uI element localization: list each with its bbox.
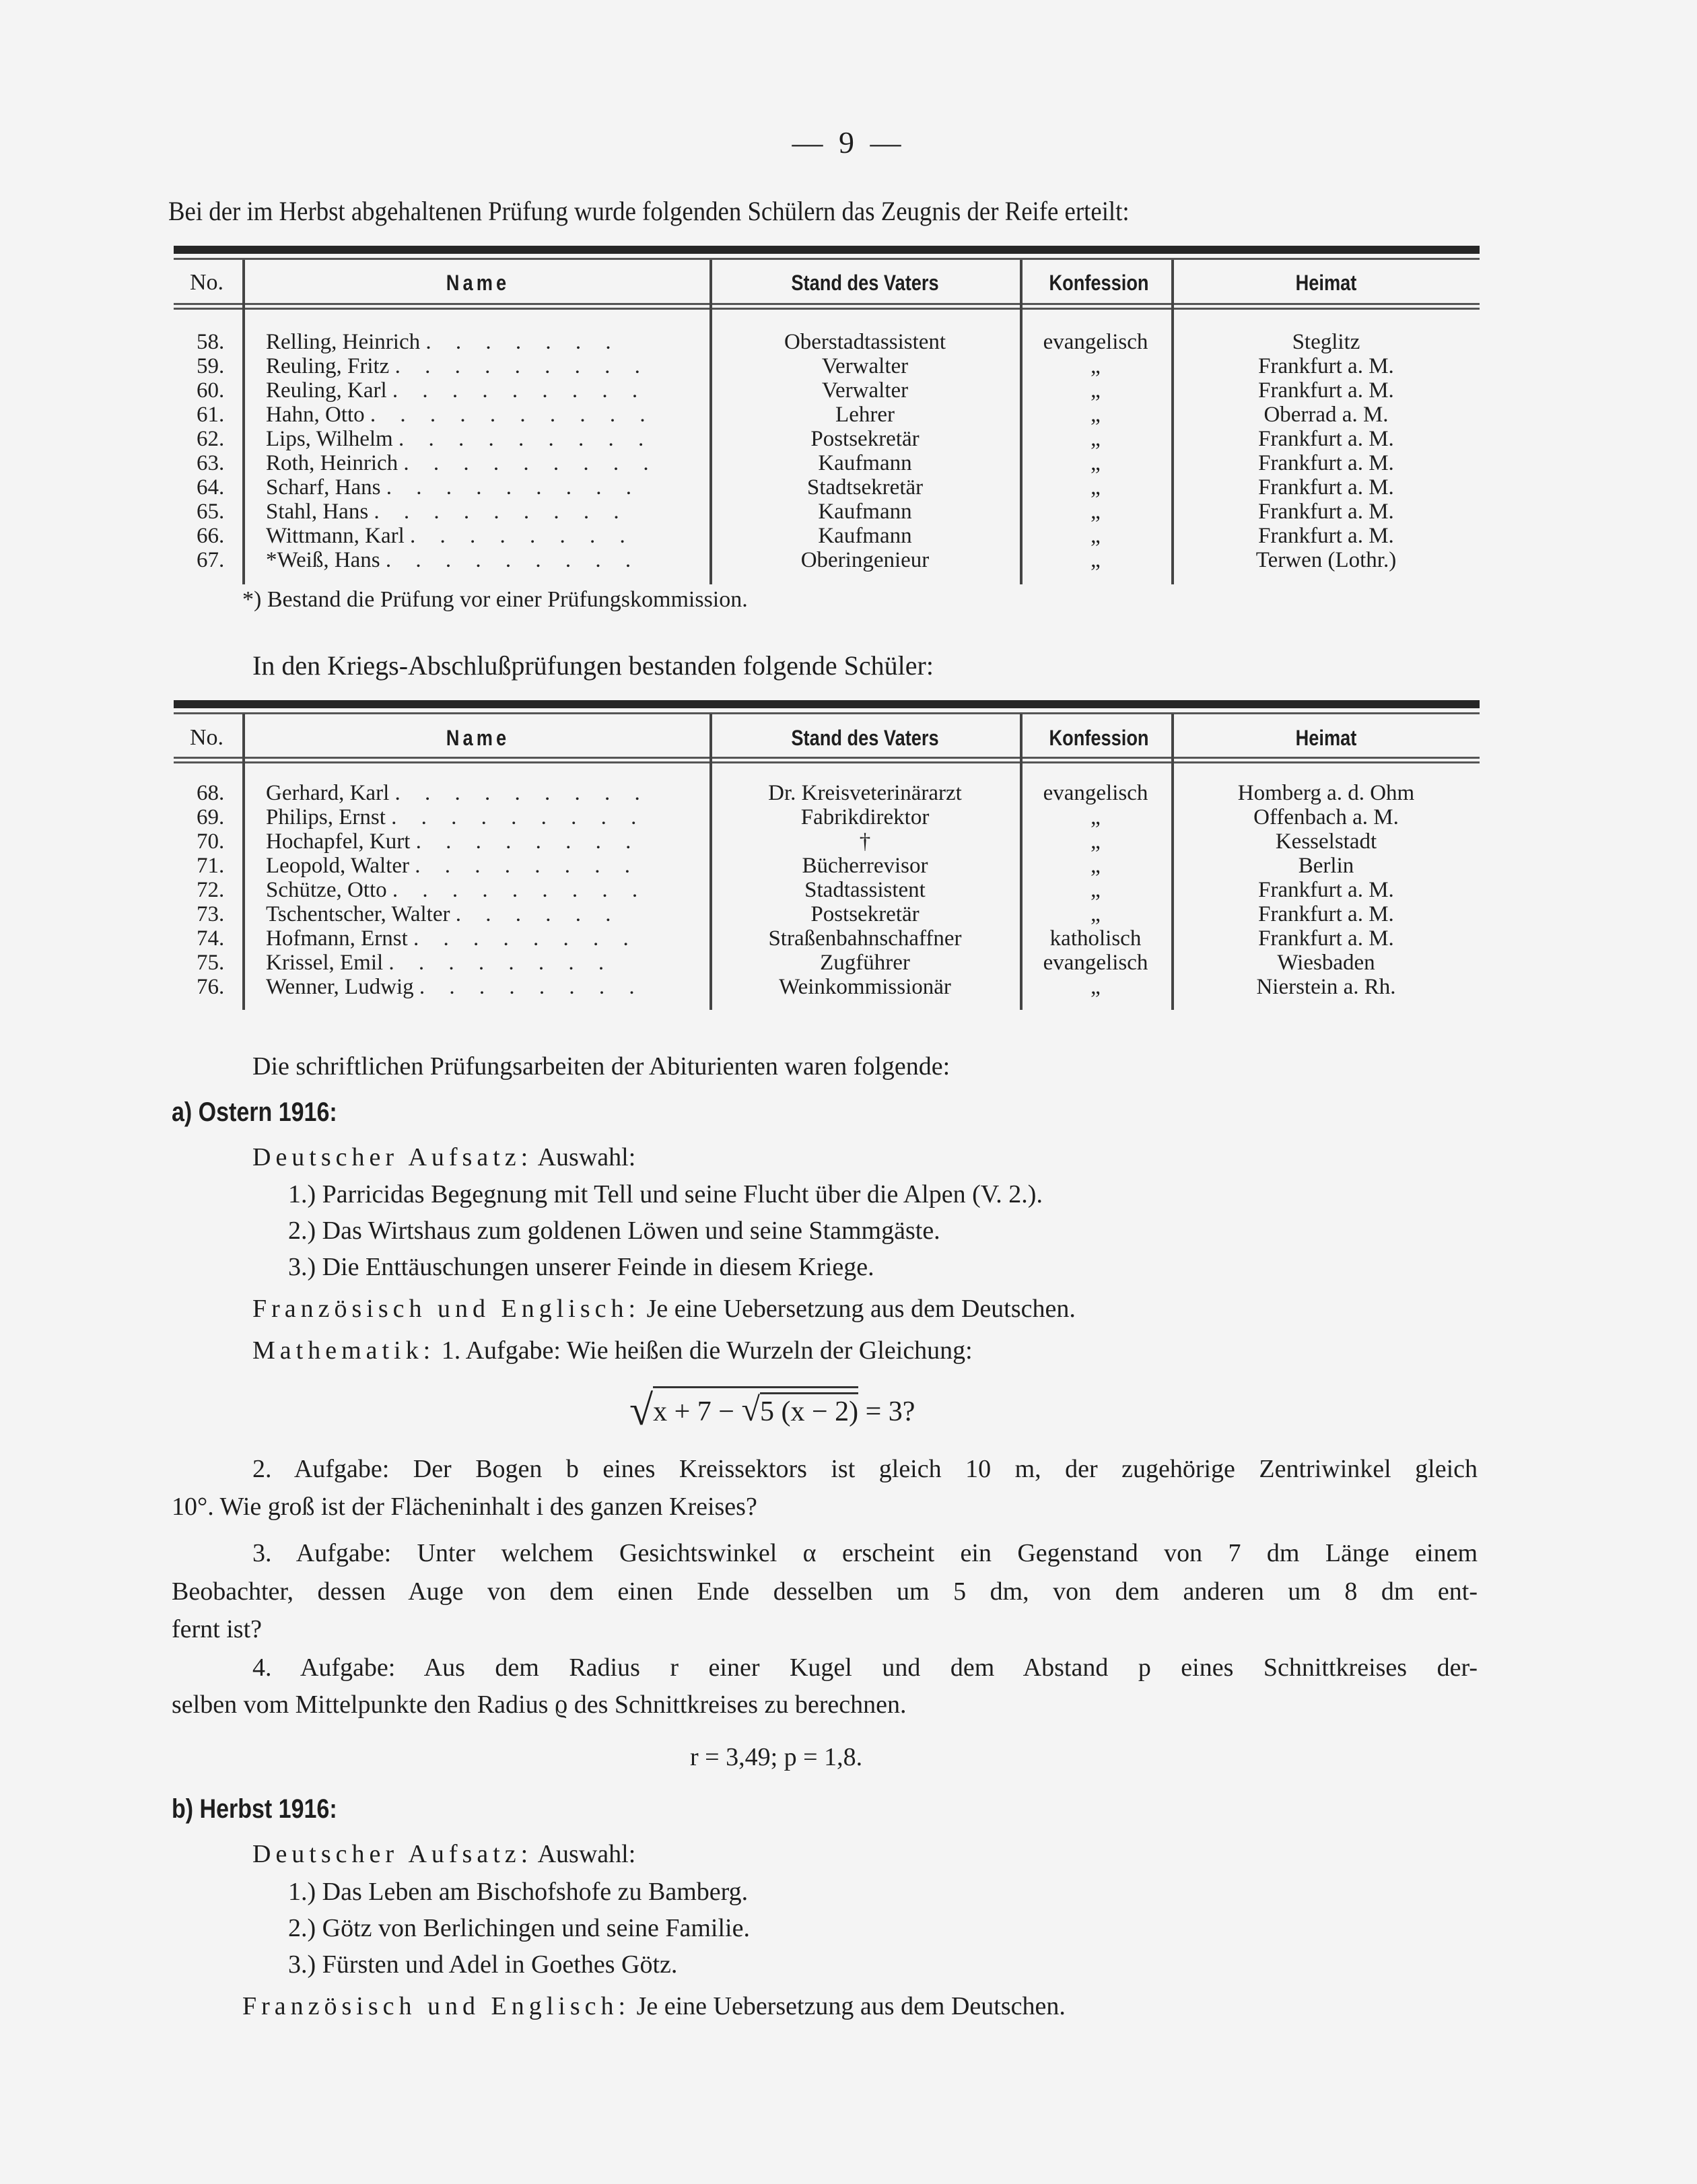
ostern-math-label: Mathematik: [252,1336,436,1365]
student-name-cell [266,548,703,572]
ostern-heading: a) Ostern 1916: [172,1097,337,1127]
table-row [0,854,1697,878]
task2-line2: 10°. Wie groß ist der Flächeninhalt i des ganzen Kreises? [172,1493,757,1521]
header-name: Name [446,271,510,295]
leader-dots: . . . . . . . . [410,524,635,548]
task3-line1: 3. Aufgabe: Unter welchem Gesichtswinkel α erscheint ein Gegenstand von 7 dm Länge einem [252,1539,1478,1567]
row-number: 69. [197,805,225,829]
herbst-fr-en-text: Je eine Uebersetzung aus dem Deutschen. [636,1992,1066,2020]
leader-dots: . . . . . . [455,902,621,926]
table-row [0,548,1697,572]
header-stand: Stand des Vaters [791,726,939,750]
confession: „ [1090,524,1101,548]
hometown: Frankfurt a. M. [1258,378,1394,403]
ostern-topic-3: 3.) Die Enttäuschungen unserer Feinde in diesem Kriege. [288,1253,874,1281]
row-number: 68. [197,781,225,805]
student-name: Leopold, Walter [266,854,410,878]
row-number: 76. [197,975,225,999]
row-number: 66. [197,524,225,548]
student-name: Wenner, Ludwig [266,975,414,999]
header-konfession: Konfession [1049,726,1149,750]
father-occupation: Straßenbahnschaffner [768,926,962,951]
equation-inner: 5 (x − 2) [760,1392,858,1428]
confession: „ [1090,500,1101,524]
confession: „ [1090,878,1101,902]
inner-sqrt-sign-icon: √ [741,1390,760,1428]
hometown: Frankfurt a. M. [1258,354,1394,378]
student-name-cell [266,878,703,902]
confession: „ [1090,805,1101,829]
ostern-topic-2: 2.) Das Wirtshaus zum goldenen Löwen und seine Stammgäste. [288,1217,940,1245]
leader-dots: . . . . . . . [425,330,621,354]
table-row [0,805,1697,829]
row-number: 60. [197,378,225,403]
confession: „ [1090,902,1101,926]
father-occupation: Weinkommissionär [779,975,951,999]
table-row [0,378,1697,403]
intro-text: Bei der im Herbst abgehaltenen Prüfung wurde folgenden Schülern das Zeugnis der Reife erteilt: [168,196,1130,226]
header-heimat: Heimat [1295,271,1357,295]
page-number: — 9 — [792,125,905,160]
row-number: 74. [197,926,225,951]
confession: „ [1090,427,1101,451]
student-name: Hofmann, Ernst [266,926,408,951]
leader-dots: . . . . . . . . . [394,781,650,805]
footnote: *) Bestand die Prüfung vor einer Prüfungskommission. [242,587,748,612]
header-no: No. [190,725,224,750]
student-name: Hochapfel, Kurt [266,829,411,854]
ostern-fr-en-line [252,1294,1076,1324]
father-occupation: † [859,829,871,854]
student-name: Gerhard, Karl [266,781,390,805]
hometown: Frankfurt a. M. [1258,902,1394,926]
hometown: Berlin [1298,854,1354,878]
task4-line2: selben vom Mittelpunkte den Radius ϱ des Schnittkreises zu berechnen. [172,1691,907,1719]
confession: „ [1090,854,1101,878]
confession: „ [1090,475,1101,500]
task2-line1: 2. Aufgabe: Der Bogen b eines Kreissektors ist gleich 10 m, der zugehörige Zentriwinkel gleich [252,1455,1478,1483]
header-rule-2 [174,761,1480,763]
student-name-cell [266,926,703,951]
table-row [0,403,1697,427]
father-occupation: Fabrikdirektor [800,805,930,829]
table-row [0,354,1697,378]
confession: evangelisch [1043,330,1148,354]
sqrt-sign-icon: √ [629,1386,654,1434]
header-rule-1 [174,757,1480,759]
task3-line3: fernt ist? [172,1615,263,1643]
leader-dots: . . . . . . . . . [403,451,658,475]
table-row [0,829,1697,854]
table-row [0,451,1697,475]
hometown: Homberg a. d. Ohm [1237,781,1415,805]
hometown: Frankfurt a. M. [1258,475,1394,500]
student-name-cell [266,975,703,999]
confession: „ [1090,548,1101,572]
confession: katholisch [1049,926,1142,951]
student-name: Reuling, Karl [266,378,387,403]
father-occupation: Verwalter [821,354,909,378]
father-occupation: Kaufmann [818,500,912,524]
table-row [0,975,1697,999]
leader-dots: . . . . . . . . . [386,475,641,500]
father-occupation: Postsekretär [810,902,920,926]
ostern-fr-en-label: Französisch und Englisch: [252,1295,641,1323]
leader-dots: . . . . . . . . . [392,878,648,902]
student-name-cell [266,354,703,378]
hometown: Kesselstadt [1275,829,1377,854]
hometown: Offenbach a. M. [1253,805,1399,829]
student-name-cell [266,805,703,829]
student-name: Reuling, Fritz [266,354,390,378]
hometown: Frankfurt a. M. [1258,524,1394,548]
confession: „ [1090,451,1101,475]
student-name: *Weiß, Hans [266,548,380,572]
table-row [0,500,1697,524]
row-number: 70. [197,829,225,854]
herbst-deutsch-label: Deutscher Aufsatz: [252,1840,533,1868]
hometown: Terwen (Lothr.) [1255,548,1397,572]
herbst-heading: b) Herbst 1916: [172,1794,337,1824]
row-number: 71. [197,854,225,878]
student-name-cell [266,524,703,548]
hometown: Wiesbaden [1277,951,1375,975]
student-name-cell [266,781,703,805]
student-name: Stahl, Hans [266,500,369,524]
student-name: Hahn, Otto [266,403,365,427]
herbst-deutsch-line [252,1839,635,1869]
leader-dots: . . . . . . . . . [391,805,646,829]
equation-suffix: = 3? [865,1396,915,1427]
student-name: Lips, Wilhelm [266,427,393,451]
confession: „ [1090,975,1101,999]
task3-line2: Beobachter, dessen Auge von dem einen Ende desselben um 5 dm, von dem anderen um 8 dm ent- [172,1577,1478,1606]
leader-dots: . . . . . . . . . [374,500,629,524]
hometown: Frankfurt a. M. [1258,878,1394,902]
table-row [0,902,1697,926]
table-row [0,951,1697,975]
equation-radicand [653,1386,858,1429]
herbst-topic-3: 3.) Fürsten und Adel in Goethes Götz. [288,1950,678,1979]
table-top-thin-rule [174,712,1480,714]
father-occupation: Bücherrevisor [802,854,928,878]
father-occupation: Dr. Kreisveterinärarzt [768,781,962,805]
ostern-math-task1: 1. Aufgabe: Wie heißen die Wurzeln der Gleichung: [441,1336,973,1365]
hometown: Nierstein a. Rh. [1256,975,1396,999]
table-row [0,878,1697,902]
leader-dots: . . . . . . . . . . [370,403,655,427]
father-occupation: Verwalter [821,378,909,403]
leader-dots: . . . . . . . . [415,854,640,878]
hometown: Steglitz [1292,330,1360,354]
header-stand: Stand des Vaters [791,271,939,295]
row-number: 75. [197,951,225,975]
hometown: Frankfurt a. M. [1258,451,1394,475]
table-top-thin-rule [174,258,1480,260]
student-name: Roth, Heinrich [266,451,399,475]
student-name-cell [266,451,703,475]
student-name-cell [266,330,703,354]
confession: evangelisch [1043,951,1148,975]
student-name-cell [266,427,703,451]
row-number: 73. [197,902,225,926]
table-row [0,475,1697,500]
herbst-topic-2: 2.) Götz von Berlichingen und seine Familie. [288,1914,750,1942]
row-number: 59. [197,354,225,378]
hometown: Frankfurt a. M. [1258,427,1394,451]
row-number: 64. [197,475,225,500]
leader-dots: . . . . . . . . . [398,427,654,451]
confession: „ [1090,829,1101,854]
row-number: 63. [197,451,225,475]
leader-dots: . . . . . . . . . [385,548,641,572]
leader-dots: . . . . . . . . . [392,378,648,403]
student-name-cell [266,403,703,427]
row-number: 62. [197,427,225,451]
ostern-topic-1: 1.) Parricidas Begegnung mit Tell und seine Flucht über die Alpen (V. 2.). [288,1180,1043,1208]
task4-line1: 4. Aufgabe: Aus dem Radius r einer Kugel und dem Abstand p eines Schnittkreises der- [252,1653,1478,1682]
student-name-cell [266,475,703,500]
father-occupation: Kaufmann [818,451,912,475]
student-name-cell [266,951,703,975]
confession: „ [1090,354,1101,378]
student-name-cell [266,378,703,403]
student-name: Krissel, Emil [266,951,384,975]
ostern-math-line [252,1336,973,1365]
student-name-cell [266,500,703,524]
row-number: 61. [197,403,225,427]
confession: evangelisch [1043,781,1148,805]
student-name: Schütze, Otto [266,878,387,902]
row-number: 67. [197,548,225,572]
herbst-topic-1: 1.) Das Leben am Bischofshofe zu Bamberg. [288,1878,749,1906]
leader-dots: . . . . . . . . [388,951,614,975]
table-row [0,427,1697,451]
confession: „ [1090,378,1101,403]
header-konfession: Konfession [1049,271,1149,295]
leader-dots: . . . . . . . . [419,975,644,999]
student-name: Philips, Ernst [266,805,386,829]
task4-values: r = 3,49; p = 1,8. [690,1743,863,1771]
hometown: Frankfurt a. M. [1258,500,1394,524]
student-name: Relling, Heinrich [266,330,421,354]
student-name-cell [266,854,703,878]
table-row [0,330,1697,354]
table-row [0,524,1697,548]
father-occupation: Kaufmann [818,524,912,548]
father-occupation: Oberstadtassistent [784,330,946,354]
father-occupation: Zugführer [820,951,910,975]
equation-outer: x + 7 − [653,1396,734,1427]
header-name: Name [446,726,510,750]
herbst-fr-en-label: Französisch und Englisch: [242,1992,631,2020]
table-row [0,781,1697,805]
student-name-cell [266,902,703,926]
father-occupation: Postsekretär [810,427,920,451]
father-occupation: Oberingenieur [800,548,930,572]
student-name: Wittmann, Karl [266,524,405,548]
father-occupation: Stadtassistent [804,878,926,902]
hometown: Frankfurt a. M. [1258,926,1394,951]
leader-dots: . . . . . . . . [413,926,638,951]
equation [629,1386,915,1435]
header-rule-2 [174,308,1480,310]
table-row [0,926,1697,951]
header-no: No. [190,270,224,295]
header-heimat: Heimat [1295,726,1357,750]
section2-intro: In den Kriegs-Abschlußprüfungen bestanden folgende Schüler: [252,650,934,681]
herbst-fr-en-line [242,1991,1066,2021]
row-number: 58. [197,330,225,354]
ostern-deutsch-suffix: Auswahl: [537,1143,636,1171]
header-rule-1 [174,303,1480,305]
father-occupation: Stadtsekretär [806,475,924,500]
ostern-fr-en-text: Je eine Uebersetzung aus dem Deutschen. [646,1295,1076,1323]
hometown: Oberrad a. M. [1263,403,1389,427]
ostern-deutsch-line [252,1142,635,1172]
leader-dots: . . . . . . . . [415,829,641,854]
table-top-rule [174,700,1480,708]
student-name: Tschentscher, Walter [266,902,450,926]
table-top-rule [174,246,1480,254]
student-name-cell [266,829,703,854]
ostern-deutsch-label: Deutscher Aufsatz: [252,1143,533,1171]
father-occupation: Lehrer [835,403,895,427]
confession: „ [1090,403,1101,427]
row-number: 65. [197,500,225,524]
student-name: Scharf, Hans [266,475,381,500]
row-number: 72. [197,878,225,902]
herbst-deutsch-suffix: Auswahl: [537,1840,636,1868]
leader-dots: . . . . . . . . . [394,354,650,378]
exams-intro: Die schriftlichen Prüfungsarbeiten der Abiturienten waren folgende: [252,1052,950,1081]
